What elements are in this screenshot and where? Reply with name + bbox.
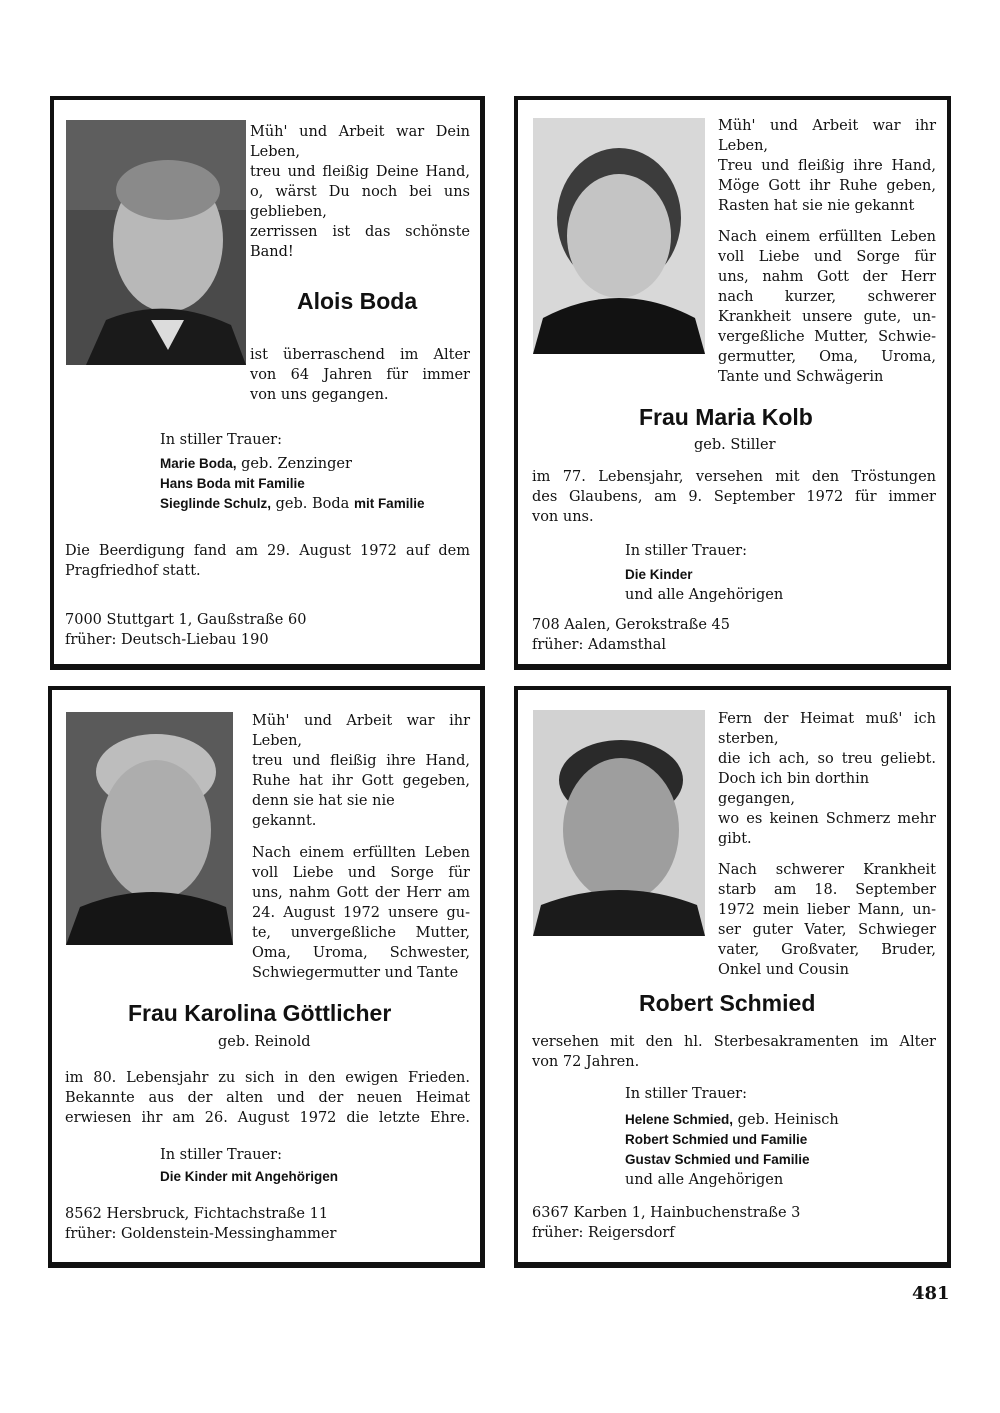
details-line: Onkel und Cousin xyxy=(718,962,849,978)
after-line: erwiesen ihr am 26. August 1972 die letzte Ehre. xyxy=(65,1110,470,1126)
mourner-line xyxy=(625,585,925,605)
address-robert-schmied xyxy=(532,1203,936,1243)
portrait-illustration xyxy=(66,712,233,945)
address-line: 708 Aalen, Gerokstraße 45 xyxy=(532,617,730,633)
mourner-name: Die Kinder xyxy=(625,567,693,582)
verse-line: treu und fleißig Deine Hand, xyxy=(250,164,470,180)
after-line: im 77. Lebensjahr, versehen mit den Tröstungen xyxy=(532,469,936,485)
details-line: germutter, Oma, Uroma, xyxy=(718,349,936,365)
details-robert-schmied xyxy=(718,860,936,980)
verse-line: gegangen, xyxy=(718,791,795,807)
details-line: nach kurzer, schwerer xyxy=(718,289,936,305)
after-line: des Glaubens, am 9. September 1972 für immer xyxy=(532,489,936,505)
verse-line: Doch ich bin dorthin xyxy=(718,771,870,787)
details-karolina-goettlicher xyxy=(252,843,470,983)
funeral-alois-boda xyxy=(65,541,470,581)
mourning-label: In stiller Trauer: xyxy=(160,432,282,448)
mourning-label: In stiller Trauer: xyxy=(625,543,747,559)
address-line: früher: Deutsch-Liebau 190 xyxy=(65,632,269,648)
deceased-name-karolina-goettlicher: Frau Karolina Göttlicher xyxy=(128,1000,392,1026)
mourner-line xyxy=(625,1170,925,1190)
verse-line: Leben, xyxy=(250,144,301,160)
details-line: Nach schwerer Krankheit xyxy=(718,862,936,878)
mourner-line xyxy=(625,1130,925,1150)
portrait-photo-alois-boda xyxy=(66,120,246,365)
verse-line: gekannt. xyxy=(252,813,317,829)
mourner-name: Marie Boda, xyxy=(160,456,237,471)
verse-line: Ruhe hat ihr Gott gegeben, xyxy=(252,773,470,789)
verse-line: gibt. xyxy=(718,831,752,847)
mourner-note: geb. Boda xyxy=(271,496,354,512)
mourner-name: Sieglinde Schulz, xyxy=(160,496,272,511)
mourner-note: geb. Zenzinger xyxy=(236,456,352,472)
deceased-name-alois-boda: Alois Boda xyxy=(297,288,418,314)
deceased-name-maria-kolb: Frau Maria Kolb xyxy=(639,404,813,430)
mourners-robert-schmied xyxy=(625,1084,925,1190)
portrait-photo-karolina-goettlicher xyxy=(66,712,233,945)
mourner-line xyxy=(625,565,925,585)
mourner-name: Robert Schmied und Familie xyxy=(625,1132,808,1147)
details-alois-boda xyxy=(250,345,470,405)
after-line: von uns. xyxy=(532,509,594,525)
mourner-note: und alle Angehörigen xyxy=(625,587,784,603)
address-line: früher: Adamsthal xyxy=(532,637,667,653)
mourner-line xyxy=(160,1167,460,1187)
details-line: voll Liebe und Sorge für xyxy=(718,249,936,265)
details-line: uns, nahm Gott der Herr am xyxy=(252,885,470,901)
verse-line: Leben, xyxy=(252,733,303,749)
details-line: 24. August 1972 unsere gu- xyxy=(252,905,470,921)
verse-line: treu und fleißig ihre Hand, xyxy=(252,753,470,769)
portrait-illustration xyxy=(66,120,246,365)
details-line: von uns gegangen. xyxy=(250,387,389,403)
mourner-name: Die Kinder mit Angehörigen xyxy=(160,1169,339,1184)
verse-line: Müh' und Arbeit war Dein xyxy=(250,124,470,140)
details-line: uns, nahm Gott der Herr xyxy=(718,269,936,285)
after-line: versehen mit den hl. Sterbesakramenten im Alter xyxy=(532,1034,936,1050)
portrait-photo-maria-kolb xyxy=(533,118,705,354)
mourner-note: und alle Angehörigen xyxy=(625,1172,784,1188)
verse-line: Müh' und Arbeit war ihr xyxy=(252,713,470,729)
details-line: Schwiegermutter und Tante xyxy=(252,965,459,981)
mourners-alois-boda xyxy=(160,430,480,514)
mourning-label: In stiller Trauer: xyxy=(160,1147,282,1163)
mourner-line xyxy=(160,454,480,474)
details-line: starb am 18. September xyxy=(718,882,936,898)
funeral-line: Pragfriedhof statt. xyxy=(65,563,201,579)
address-line: 7000 Stuttgart 1, Gaußstraße 60 xyxy=(65,612,307,628)
address-line: 6367 Karben 1, Hainbuchenstraße 3 xyxy=(532,1205,801,1221)
portrait-illustration xyxy=(533,118,705,354)
verse-line: Müh' und Arbeit war ihr xyxy=(718,118,936,134)
verse-line: wo es keinen Schmerz mehr xyxy=(718,811,936,827)
details-line: Nach einem erfüllten Leben xyxy=(718,229,936,245)
born-karolina-goettlicher: geb. Reinold xyxy=(218,1034,311,1050)
verse-line: sterben, xyxy=(718,731,779,747)
verse-karolina-goettlicher xyxy=(252,711,470,831)
verse-maria-kolb xyxy=(718,116,936,216)
details-line: te, unvergeßliche Mutter, xyxy=(252,925,470,941)
after-line: von 72 Jahren. xyxy=(532,1054,640,1070)
mourner-line xyxy=(160,474,480,494)
after-line: im 80. Lebensjahr zu sich in den ewigen Frieden. xyxy=(65,1070,470,1086)
verse-line: Möge Gott ihr Ruhe geben, xyxy=(718,178,936,194)
details-maria-kolb xyxy=(718,227,936,387)
verse-line: Rasten hat sie nie gekannt xyxy=(718,198,915,214)
mourner-line xyxy=(160,494,480,514)
verse-robert-schmied xyxy=(718,709,936,849)
details-line: 1972 mein lieber Mann, un- xyxy=(718,902,936,918)
verse-line: Fern der Heimat muß' ich xyxy=(718,711,936,727)
details-line: von 64 Jahren für immer xyxy=(250,367,470,383)
verse-line: zerrissen ist das schönste xyxy=(250,224,470,240)
address-maria-kolb xyxy=(532,615,936,655)
address-alois-boda xyxy=(65,610,470,650)
after-karolina-goettlicher xyxy=(65,1068,470,1128)
page-number: 481 xyxy=(912,1283,950,1304)
details-line: Krankheit unsere gute, un- xyxy=(718,309,936,325)
mourning-label: In stiller Trauer: xyxy=(625,1086,747,1102)
after-line: Bekannte aus der alten und der neuen Heimat xyxy=(65,1090,470,1106)
mourner-name: Helene Schmied, xyxy=(625,1112,734,1127)
after-robert-schmied xyxy=(532,1032,936,1072)
mourner-name: mit Familie xyxy=(353,496,425,511)
details-line: vater, Großvater, Bruder, xyxy=(718,942,936,958)
details-line: Nach einem erfüllten Leben xyxy=(252,845,470,861)
details-line: Oma, Uroma, Schwester, xyxy=(252,945,470,961)
verse-alois-boda xyxy=(250,122,470,262)
mourners-maria-kolb xyxy=(625,541,925,605)
after-maria-kolb xyxy=(532,467,936,527)
mourner-note: geb. Heinisch xyxy=(733,1112,839,1128)
details-line: voll Liebe und Sorge für xyxy=(252,865,470,881)
mourner-name: Gustav Schmied und Familie xyxy=(625,1152,810,1167)
born-maria-kolb: geb. Stiller xyxy=(694,437,776,453)
verse-line: o, wärst Du noch bei uns xyxy=(250,184,470,200)
details-line: ist überraschend im Alter xyxy=(250,347,470,363)
verse-line: Treu und fleißig ihre Hand, xyxy=(718,158,936,174)
address-line: früher: Goldenstein-Messinghammer xyxy=(65,1226,337,1242)
portrait-photo-robert-schmied xyxy=(533,710,705,936)
verse-line: Band! xyxy=(250,244,294,260)
deceased-name-robert-schmied: Robert Schmied xyxy=(639,990,816,1016)
address-line: 8562 Hersbruck, Fichtachstraße 11 xyxy=(65,1206,329,1222)
mourner-line xyxy=(625,1110,925,1130)
mourner-name: Hans Boda mit Familie xyxy=(160,476,305,491)
mourners-karolina-goettlicher xyxy=(160,1145,460,1187)
verse-line: Leben, xyxy=(718,138,769,154)
verse-line: geblieben, xyxy=(250,204,327,220)
details-line: ser guter Vater, Schwieger xyxy=(718,922,936,938)
verse-line: denn sie hat sie nie xyxy=(252,793,395,809)
details-line: Tante und Schwägerin xyxy=(718,369,884,385)
address-karolina-goettlicher xyxy=(65,1204,470,1244)
details-line: vergeßliche Mutter, Schwie- xyxy=(718,329,936,345)
address-line: früher: Reigersdorf xyxy=(532,1225,675,1241)
verse-line: die ich ach, so treu geliebt. xyxy=(718,751,936,767)
mourner-line xyxy=(625,1150,925,1170)
portrait-illustration xyxy=(533,710,705,936)
funeral-line: Die Beerdigung fand am 29. August 1972 auf dem xyxy=(65,543,470,559)
